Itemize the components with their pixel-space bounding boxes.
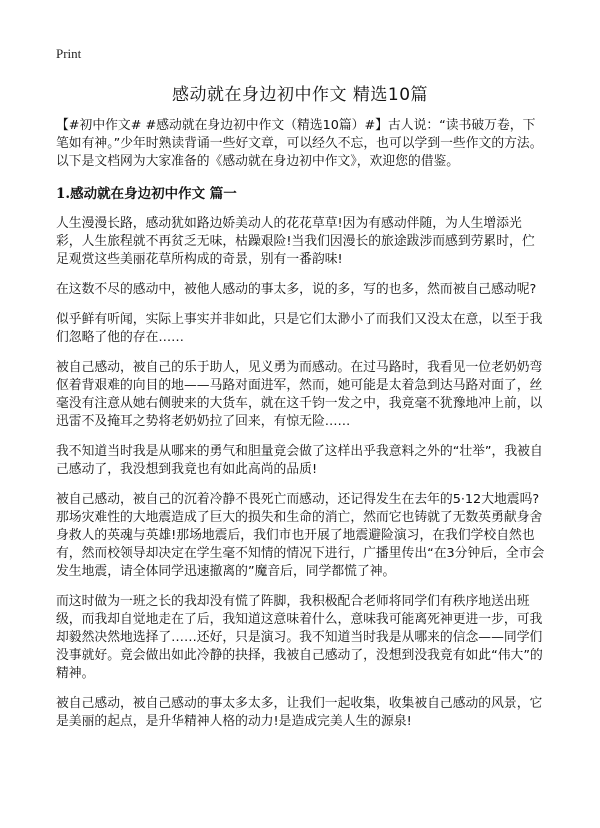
article-paragraph: 似乎鲜有听闻，实际上事实并非如此，只是它们太渺小了而我们又没太在意，以至于我们忽略了他的存在……	[56, 312, 543, 345]
section-heading: 1.感动就在身边初中作文 篇一	[56, 186, 237, 202]
article-paragraph: 人生漫漫长路，感动犹如路边娇美动人的花花草草!因为有感动伴随，为人生增添光彩，人生旅程就不再贫乏无味，枯躁艰险!当我们因漫长的旅途跋涉而感到劳累时，伫足观赏这些美丽花草所构成的奇景，别有一番韵味!	[56, 216, 535, 267]
article-paragraph: 而这时做为一班之长的我却没有慌了阵脚，我积极配合老师将同学们有秩序地送出班级，而我却自觉地走在了后，我知道这意味着什么，意味我可能离死神更进一步，可我却毅然决然地选择了……还好，只是演习。我不知道当时我是从哪来的信念——同学们没事就好。竟会做出如此冷静的抉择，我被自己感动了，没想到没我竟有如此“伟大”的精神。	[56, 594, 543, 681]
print-link[interactable]: Print	[56, 46, 82, 61]
page-title: 感动就在身边初中作文 精选10篇	[171, 85, 429, 105]
intro-paragraph: 【#初中作文# #感动就在身边初中作文（精选10篇）#】古人说：“读书破万卷，下笔如有神。”少年时熟读背诵一些好文章，可以经久不忘，也可以学到一些作文的方法。以下是文档网为大家准备的《感动就在身边初中作文》，欢迎您的借鉴。	[56, 118, 543, 169]
article-paragraph: 被自己感动，被自己的沉着冷静不畏死亡而感动，还记得发生在去年的5·12大地震吗?那场灾难性的大地震造成了巨大的损失和生命的消亡，然而它也铸就了无数英勇献身舍身救人的英魂与英雄!那场地震后，我们市也开展了地震避险演习，在我们学校自然也有，然而校领导却决定在学生毫不知情的情况下进行，广播里传出“在3分钟后，全市会发生地震，请全体同学迅速撤离的”魔音后，同学都慌了神。	[56, 492, 545, 579]
article-body	[56, 117, 546, 743]
article-paragraph: 被自己感动，被自己的乐于助人，见义勇为而感动。在过马路时，我看见一位老奶奶弯伛着背艰难的向目的地——马路对面进军，然而，她可能是太着急到达马路对面了，丝毫没有注意从她右侧驶来的大货车，就在这千钧一发之中，我竟毫不犹豫地冲上前，以迅雷不及掩耳之势将老奶奶拉了回来，有惊无险……	[56, 360, 543, 429]
article-paragraph: 在这数不尽的感动中，被他人感动的事太多，说的多，写的也多，然而被自己感动呢?	[56, 282, 537, 297]
article-paragraph: 我不知道当时我是从哪来的勇气和胆量竟会做了这样出乎我意料之外的“壮举”，我被自己感动了，我没想到我竟也有如此高尚的品质!	[56, 444, 543, 477]
article-paragraph: 被自己感动，被自己感动的事太多太多，让我们一起收集，收集被自己感动的风景，它是美丽的起点，是升华精神人格的动力!是造成完美人生的源泉!	[56, 696, 543, 729]
